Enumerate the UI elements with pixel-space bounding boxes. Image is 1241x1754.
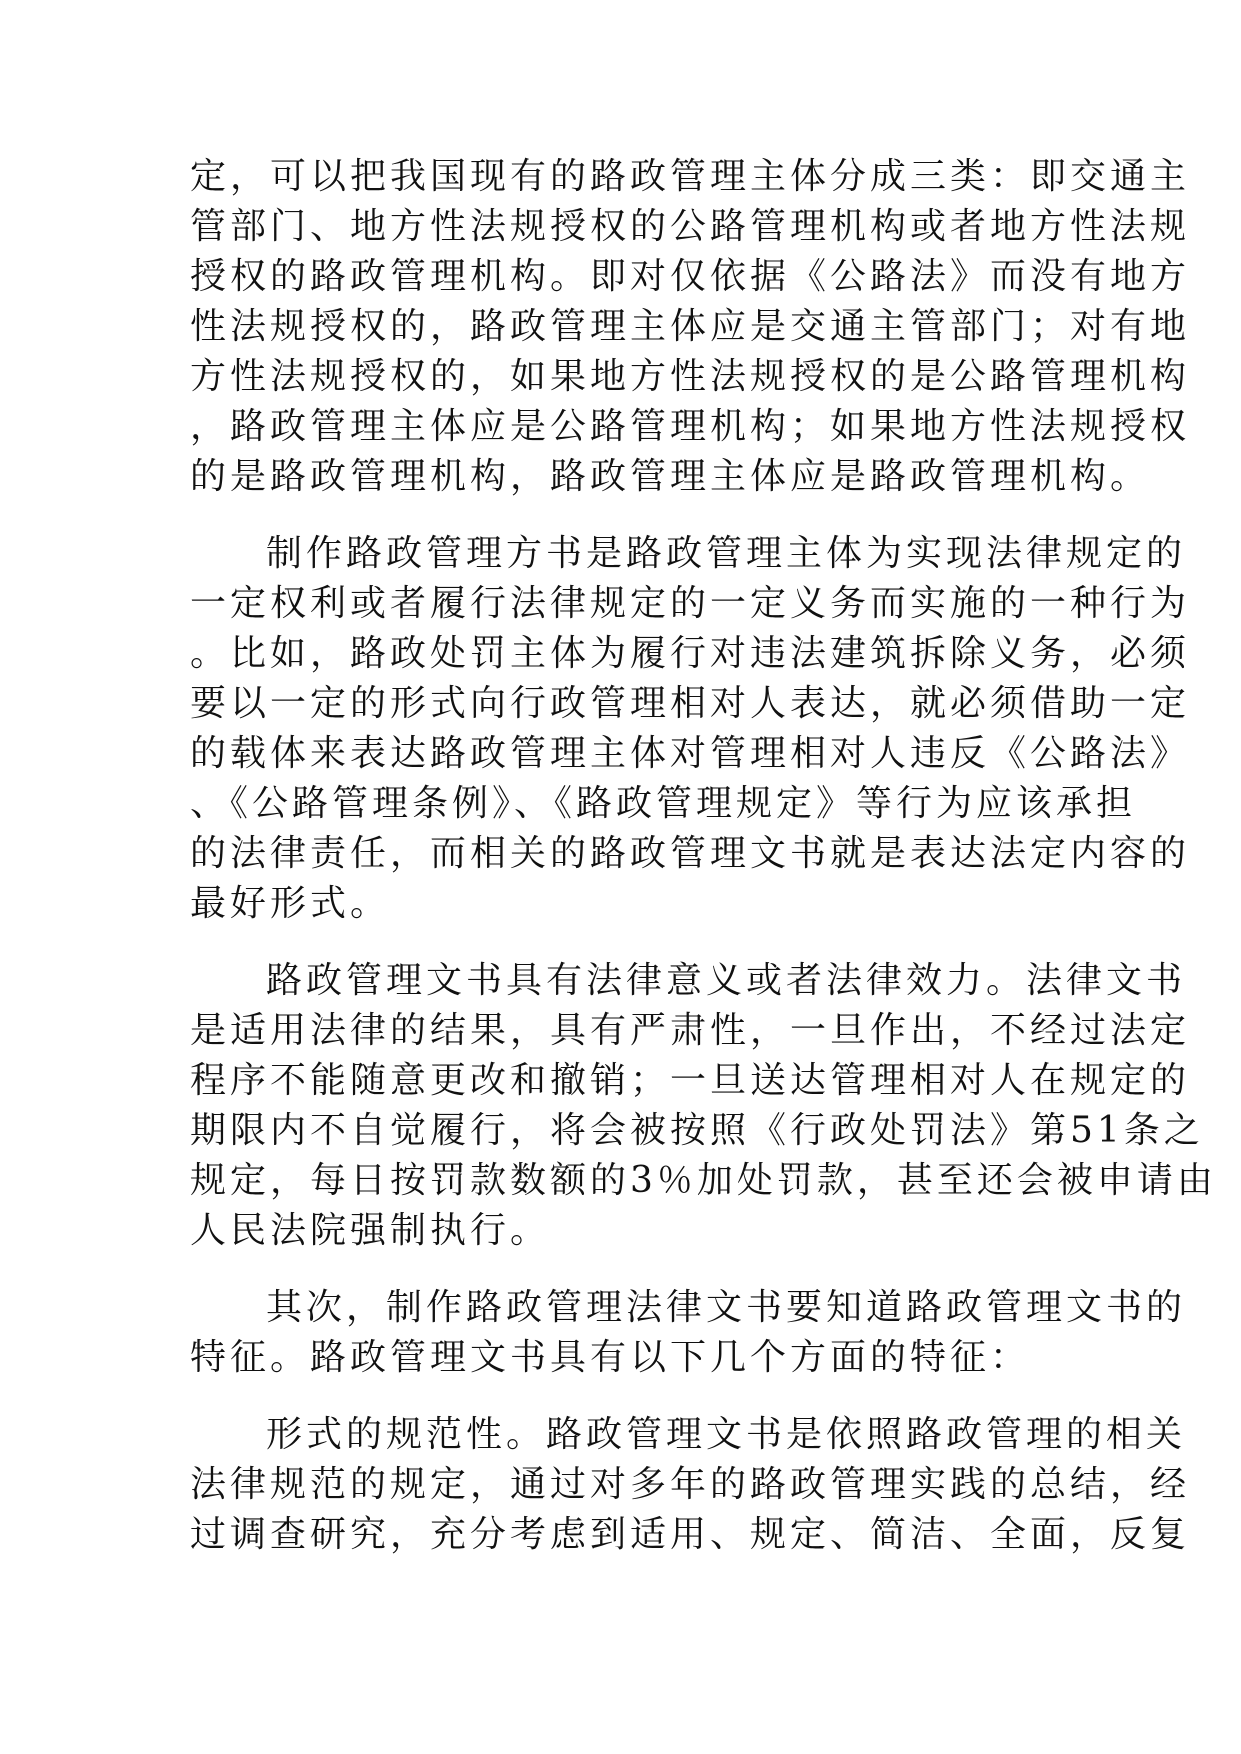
text-line: 管部门、地方性法规授权的公路管理机构或者地方性法规	[190, 206, 1191, 247]
text-line: 最好形式。	[190, 883, 391, 924]
text-line: 要以一定的形式向行政管理相对人表达，就必须借助一定	[190, 683, 1191, 724]
text-line: ，路政管理主体应是公路管理机构；如果地方性法规授权	[190, 406, 1191, 447]
text-line: 一定权利或者履行法律规定的一定义务而实施的一种行为	[190, 583, 1191, 624]
body-text	[190, 152, 1217, 1560]
text-line: 的载体来表达路政管理主体对管理相对人违反《公路法》	[190, 733, 1191, 774]
text-line: 程序不能随意更改和撤销；一旦送达管理相对人在规定的	[190, 1060, 1191, 1101]
text-line: 是适用法律的结果，具有严肃性，一旦作出，不经过法定	[190, 1010, 1191, 1051]
paragraph-spacer	[190, 1383, 1050, 1410]
text-line: 方性法规授权的，如果地方性法规授权的是公路管理机构	[190, 356, 1191, 397]
text-line: 制作路政管理方书是路政管理主体为实现法律规定的	[266, 533, 1187, 574]
text-line: 路政管理文书具有法律意义或者法律效力。法律文书	[266, 960, 1187, 1001]
paragraph-2	[190, 529, 1191, 929]
text-line: 过调查研究，充分考虑到适用、规定、简洁、全面，反复	[190, 1514, 1191, 1555]
text-line: 其次，制作路政管理法律文书要知道路政管理文书的	[266, 1287, 1187, 1328]
text-line: 性法规授权的，路政管理主体应是交通主管部门；对有地	[190, 306, 1191, 347]
text-line: 。比如，路政处罚主体为履行对违法建筑拆除义务，必须	[190, 633, 1191, 674]
paragraph-3	[190, 956, 1217, 1256]
text-line: 的法律责任，而相关的路政管理文书就是表达法定内容的	[190, 833, 1191, 874]
paragraph-spacer	[190, 929, 1050, 956]
text-line: 期限内不自觉履行，将会被按照《行政处罚法》第51条之	[190, 1110, 1204, 1151]
text-line: 人民法院强制执行。	[190, 1210, 551, 1251]
text-line: 的是路政管理机构，路政管理主体应是路政管理机构。	[190, 456, 1151, 497]
text-line: 规定，每日按罚款数额的3％加处罚款，甚至还会被申请由	[190, 1160, 1217, 1201]
text-line: 特征。路政管理文书具有以下几个方面的特征：	[190, 1337, 1031, 1378]
text-line: 形式的规范性。路政管理文书是依照路政管理的相关	[266, 1414, 1187, 1455]
paragraph-4	[190, 1283, 1187, 1383]
text-line: 定，可以把我国现有的路政管理主体分成三类：即交通主	[190, 156, 1191, 197]
text-line: 法律规范的规定，通过对多年的路政管理实践的总结，经	[190, 1464, 1191, 1505]
paragraph-spacer	[190, 502, 1050, 529]
paragraph-spacer	[190, 1256, 1050, 1283]
text-line: 、《公路管理条例》、《路政管理规定》等行为应该承担	[190, 783, 1137, 824]
paragraph-1	[190, 152, 1191, 502]
text-line: 授权的路政管理机构。即对仅依据《公路法》而没有地方	[190, 256, 1191, 297]
paragraph-5	[190, 1410, 1191, 1560]
